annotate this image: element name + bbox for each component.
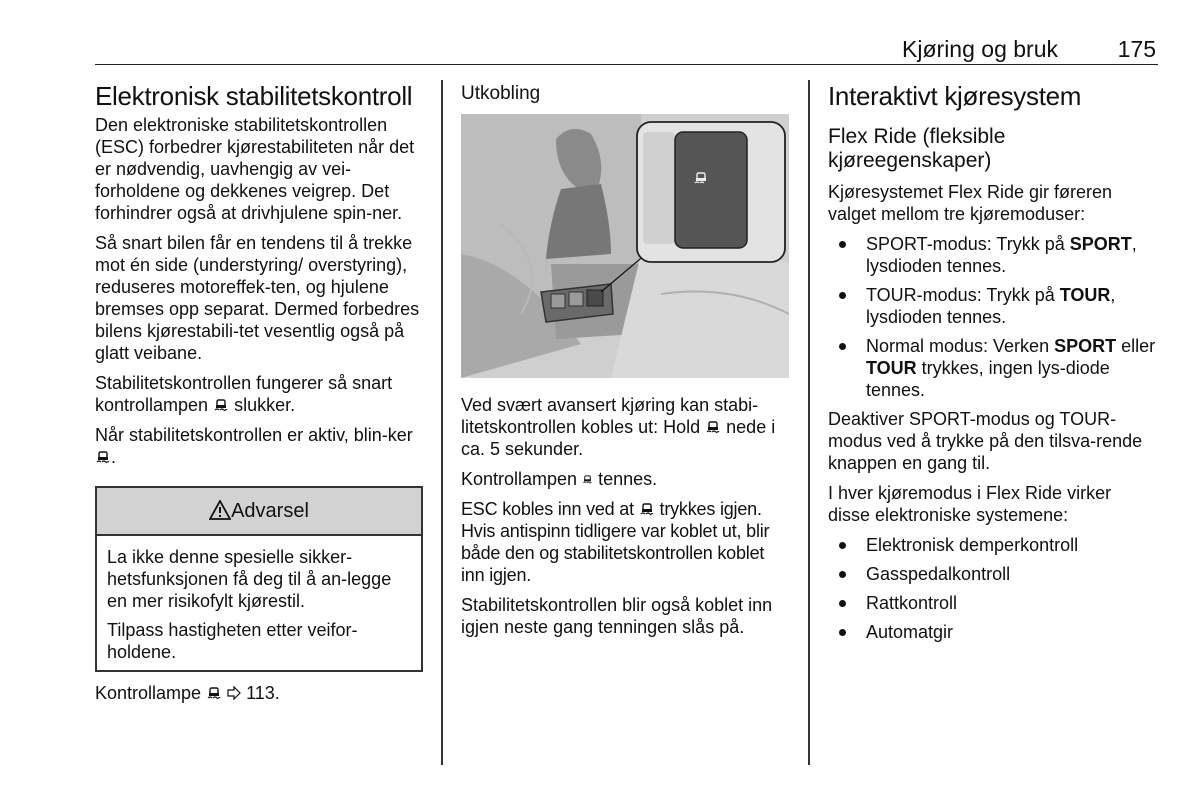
warning-triangle-icon [209,500,231,520]
column-divider [441,80,443,765]
text: , lysdioden tennes. [866,234,1137,276]
paragraph [95,424,423,468]
list-item [828,592,1156,614]
paragraph [95,372,423,416]
list-item [828,563,1156,585]
paragraph: Deaktiver SPORT-modus og TOUR-modus ved å trykke på den tilsva-rende knappen en gang til. [828,409,1143,473]
esc-icon [639,503,655,517]
paragraph: Tilpass hastigheten etter veifor-holdene. [107,620,358,662]
page-reference: 113. [246,683,280,703]
esc-icon [95,451,111,465]
list-item [828,534,1156,556]
utkobling-heading: Utkobling [461,83,541,104]
system-list [828,534,1156,643]
paragraph: Den elektroniske stabilitetskontrollen (ESC) forbedrer kjørestabiliteten når det er nødvendig, uavhengig av vei-forholdene og dekkenes veigrep. Det forhindrer også at drivhjulene spin-ner. [95,115,415,223]
paragraph: I hver kjøremodus i Flex Ride virker disse elektroniske systemene: [828,483,1112,525]
text: Elektronisk demperkontroll [866,535,1079,555]
esc-icon [705,421,721,435]
column-2 [461,82,789,646]
column-divider [808,80,810,765]
text: trykkes, ingen lys-diode tennes. [866,358,1110,400]
esc-icon [582,473,593,487]
button-name: SPORT [1054,336,1117,356]
bullet-icon [839,571,846,578]
flexride-heading: Interaktivt kjøresystem [828,81,1082,111]
text: ESC kobles inn ved at [461,499,634,519]
warning-body [97,536,421,663]
paragraph [461,394,789,460]
list-item [828,335,1156,401]
paragraph [461,468,789,490]
text: . [111,447,117,467]
list-item [828,233,1156,277]
paragraph [461,498,789,586]
text: TOUR-modus: Trykk på [866,285,1060,305]
bullet-icon [839,343,846,350]
text: trykkes igjen. Hvis antispinn tidligere var koblet ut, blir både den og stabilitetskontrollen koblet inn igjen. [461,499,770,585]
paragraph: Stabilitetskontrollen blir også koblet inn igjen neste gang tenningen slås på. [461,595,773,637]
text: tennes. [598,469,658,489]
warning-header [97,488,421,536]
arrow-reference-icon [227,686,241,700]
bullet-icon [839,241,846,248]
text: Rattkontroll [866,593,958,613]
text: Stabilitetskontrollen fungerer så snart kontrollampen [95,373,393,415]
text: SPORT-modus: Trykk på [866,234,1070,254]
bullet-icon [839,292,846,299]
bullet-icon [839,629,846,636]
column-1 [95,82,423,712]
text: nede i ca. 5 sekunder. [461,417,776,459]
paragraph: La ikke denne spesielle sikker-hetsfunksjonen få deg til å an-legge en mer risikofylt kjørestil. [107,547,392,611]
page-header [95,34,1158,65]
button-name: SPORT [1069,234,1132,254]
text: , lysdioden tennes. [866,285,1116,327]
cross-reference [95,682,423,704]
list-item [828,621,1156,643]
warning-title: Advarsel [231,500,309,522]
paragraph: Så snart bilen får en tendens til å trekke mot én side (understyring/ overstyring), reduseres motoreffek-ten, og hjulene bremses opp separat. Dermed forbedres bilens kjørestabili-tet vesentlig også på glatt veibane. [95,233,420,363]
text: Gasspedalkontroll [866,564,1011,584]
esc-icon [213,399,229,413]
section-title: Kjøring og bruk [902,36,1058,62]
esc-heading: Elektronisk stabilitetskontroll [95,81,413,111]
esc-icon [206,687,222,701]
text: Kontrollampe [95,683,202,703]
mode-list [828,233,1156,401]
bullet-icon [839,600,846,607]
center-console-photo [461,114,789,378]
button-name: TOUR [866,358,917,378]
column-3 [828,82,1156,650]
flexride-subheading: Flex Ride (fleksible kjøreegenskaper) [828,125,1006,172]
text: Normal modus: Verken [866,336,1055,356]
list-item [828,284,1156,328]
button-name: TOUR [1059,285,1111,305]
warning-box [95,486,423,672]
text: Ved svært avansert kjøring kan stabi-litetskontrollen kobles ut: Hold [461,395,759,437]
page-number: 175 [1117,36,1156,62]
text: Automatgir [866,622,954,642]
paragraph: Kjøresystemet Flex Ride gir føreren valget mellom tre kjøremoduser: [828,182,1113,224]
text: Når stabilitetskontrollen er aktiv, blin-ker [95,425,413,445]
text: eller [1116,336,1156,356]
text: Kontrollampen [461,469,578,489]
text: slukker. [234,395,296,415]
bullet-icon [839,542,846,549]
